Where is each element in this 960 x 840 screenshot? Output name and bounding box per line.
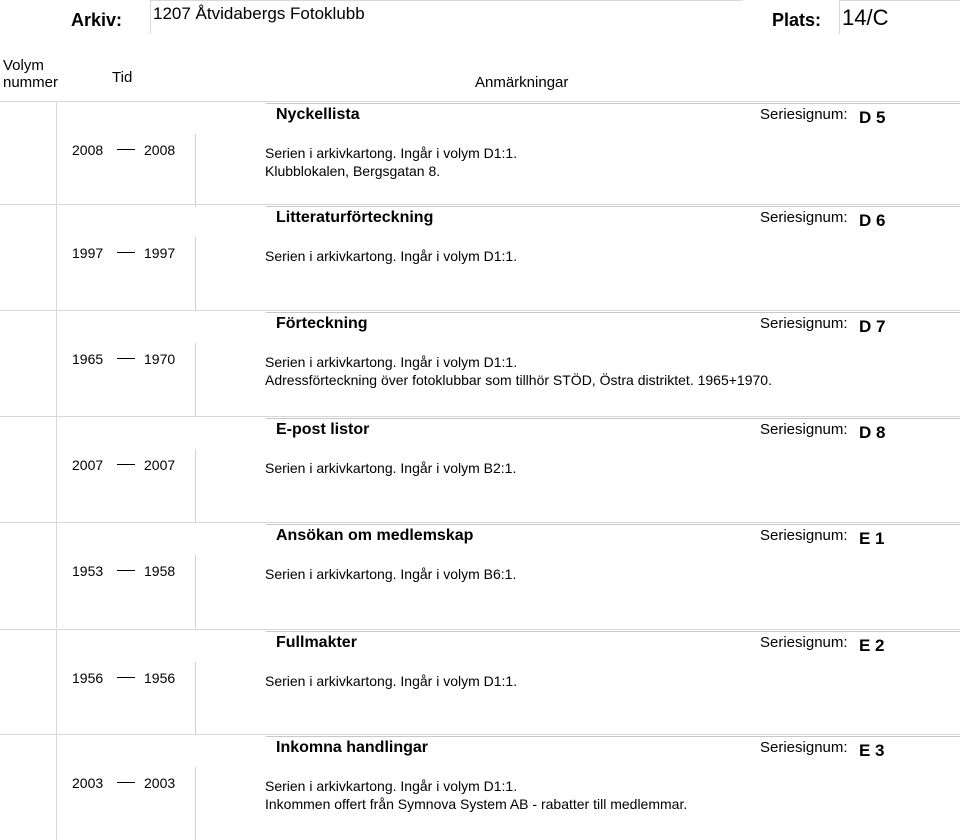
volume-column-divider bbox=[56, 204, 57, 310]
note-line: Adressförteckning över fotoklubbar som tillhör STÖD, Östra distriktet. 1965+1970. bbox=[265, 372, 772, 388]
volume-column-divider bbox=[56, 522, 57, 628]
note-line: Serien i arkivkartong. Ingår i volym D1:1. bbox=[265, 354, 518, 370]
note-line: Klubblokalen, Bergsgatan 8. bbox=[265, 163, 441, 179]
plats-label: Plats: bbox=[772, 10, 822, 30]
seriesignum-value: D 6 bbox=[859, 211, 886, 230]
date-from: 2008 bbox=[72, 142, 104, 158]
title-underline bbox=[266, 524, 960, 525]
seriesignum-value: E 2 bbox=[859, 636, 885, 655]
date-range-dash bbox=[117, 149, 135, 150]
arkiv-value: 1207 Åtvidabergs Fotoklubb bbox=[150, 0, 743, 34]
seriesignum-label: Seriesignum: bbox=[760, 106, 848, 123]
date-to: 1997 bbox=[144, 245, 176, 261]
column-header-tid: Tid bbox=[112, 69, 133, 86]
seriesignum-label: Seriesignum: bbox=[760, 421, 848, 438]
date-column-divider bbox=[195, 449, 196, 522]
volume-column-divider bbox=[56, 734, 57, 840]
date-from: 2007 bbox=[72, 457, 104, 473]
seriesignum-value: D 8 bbox=[859, 423, 886, 442]
seriesignum-value: D 5 bbox=[859, 108, 886, 127]
series-title: Litteraturförteckning bbox=[276, 209, 434, 226]
section-divider bbox=[0, 629, 960, 630]
date-from: 1997 bbox=[72, 245, 104, 261]
plats-value: 14/C bbox=[839, 0, 960, 34]
series-notes bbox=[265, 353, 772, 389]
series-notes bbox=[265, 565, 516, 583]
date-range-dash bbox=[117, 358, 135, 359]
date-column-divider bbox=[195, 767, 196, 840]
seriesignum-label: Seriesignum: bbox=[760, 634, 848, 651]
series-notes bbox=[265, 144, 517, 180]
seriesignum-value: D 7 bbox=[859, 317, 886, 336]
series-title: Nyckellista bbox=[276, 106, 360, 123]
series-section bbox=[0, 204, 960, 310]
title-underline bbox=[266, 312, 960, 313]
title-underline bbox=[266, 206, 960, 207]
series-section bbox=[0, 310, 960, 416]
date-range-dash bbox=[117, 464, 135, 465]
section-divider bbox=[0, 310, 960, 311]
series-title: Inkomna handlingar bbox=[276, 739, 429, 756]
date-range-dash bbox=[117, 252, 135, 253]
series-title: Förteckning bbox=[276, 315, 368, 332]
volume-column-divider bbox=[56, 416, 57, 522]
series-notes bbox=[265, 777, 687, 813]
title-underline bbox=[266, 631, 960, 632]
date-column-divider bbox=[195, 555, 196, 628]
note-line: Serien i arkivkartong. Ingår i volym B2:1. bbox=[265, 460, 517, 476]
arkiv-label: Arkiv: bbox=[71, 10, 123, 30]
column-header-volym-line1: Volym bbox=[3, 57, 44, 74]
date-from: 2003 bbox=[72, 775, 104, 791]
seriesignum-label: Seriesignum: bbox=[760, 739, 848, 756]
date-from: 1956 bbox=[72, 670, 104, 686]
section-divider bbox=[0, 416, 960, 417]
series-title: Ansökan om medlemskap bbox=[276, 527, 474, 544]
note-line: Serien i arkivkartong. Ingår i volym D1:1. bbox=[265, 248, 518, 264]
note-line: Serien i arkivkartong. Ingår i volym B6:1. bbox=[265, 566, 517, 582]
series-notes bbox=[265, 247, 517, 265]
section-divider bbox=[0, 522, 960, 523]
series-section bbox=[0, 101, 960, 207]
title-underline bbox=[266, 418, 960, 419]
date-to: 1956 bbox=[144, 670, 176, 686]
date-range-dash bbox=[117, 677, 135, 678]
date-to: 1970 bbox=[144, 351, 176, 367]
date-from: 1953 bbox=[72, 563, 104, 579]
column-header-anmarkningar: Anmärkningar bbox=[475, 74, 569, 91]
volume-column-divider bbox=[56, 101, 57, 207]
date-column-divider bbox=[195, 237, 196, 310]
note-line: Serien i arkivkartong. Ingår i volym D1:1. bbox=[265, 778, 518, 794]
date-from: 1965 bbox=[72, 351, 104, 367]
date-column-divider bbox=[195, 343, 196, 416]
date-to: 2003 bbox=[144, 775, 176, 791]
date-column-divider bbox=[195, 134, 196, 207]
date-column-divider bbox=[195, 662, 196, 735]
note-line: Inkommen offert från Symnova System AB - rabatter till medlemmar. bbox=[265, 796, 688, 812]
section-divider bbox=[0, 101, 960, 102]
series-section bbox=[0, 629, 960, 735]
section-divider bbox=[0, 204, 960, 205]
seriesignum-label: Seriesignum: bbox=[760, 527, 848, 544]
seriesignum-label: Seriesignum: bbox=[760, 209, 848, 226]
section-divider bbox=[0, 734, 960, 735]
note-line: Serien i arkivkartong. Ingår i volym D1:1. bbox=[265, 145, 518, 161]
series-notes bbox=[265, 459, 516, 477]
date-range-dash bbox=[117, 782, 135, 783]
date-range-dash bbox=[117, 570, 135, 571]
seriesignum-label: Seriesignum: bbox=[760, 315, 848, 332]
series-notes bbox=[265, 672, 517, 690]
volume-column-divider bbox=[56, 629, 57, 735]
title-underline bbox=[266, 736, 960, 737]
title-underline bbox=[266, 103, 960, 104]
series-section bbox=[0, 522, 960, 628]
seriesignum-value: E 3 bbox=[859, 741, 885, 760]
volume-column-divider bbox=[56, 310, 57, 416]
column-header-volym-line2: nummer bbox=[3, 74, 59, 91]
date-to: 1958 bbox=[144, 563, 176, 579]
column-header-volym bbox=[3, 57, 58, 91]
seriesignum-value: E 1 bbox=[859, 529, 885, 548]
series-section bbox=[0, 734, 960, 840]
note-line: Serien i arkivkartong. Ingår i volym D1:1. bbox=[265, 673, 518, 689]
date-to: 2008 bbox=[144, 142, 176, 158]
series-title: Fullmakter bbox=[276, 634, 357, 651]
series-section bbox=[0, 416, 960, 522]
date-to: 2007 bbox=[144, 457, 176, 473]
series-title: E-post listor bbox=[276, 421, 370, 438]
